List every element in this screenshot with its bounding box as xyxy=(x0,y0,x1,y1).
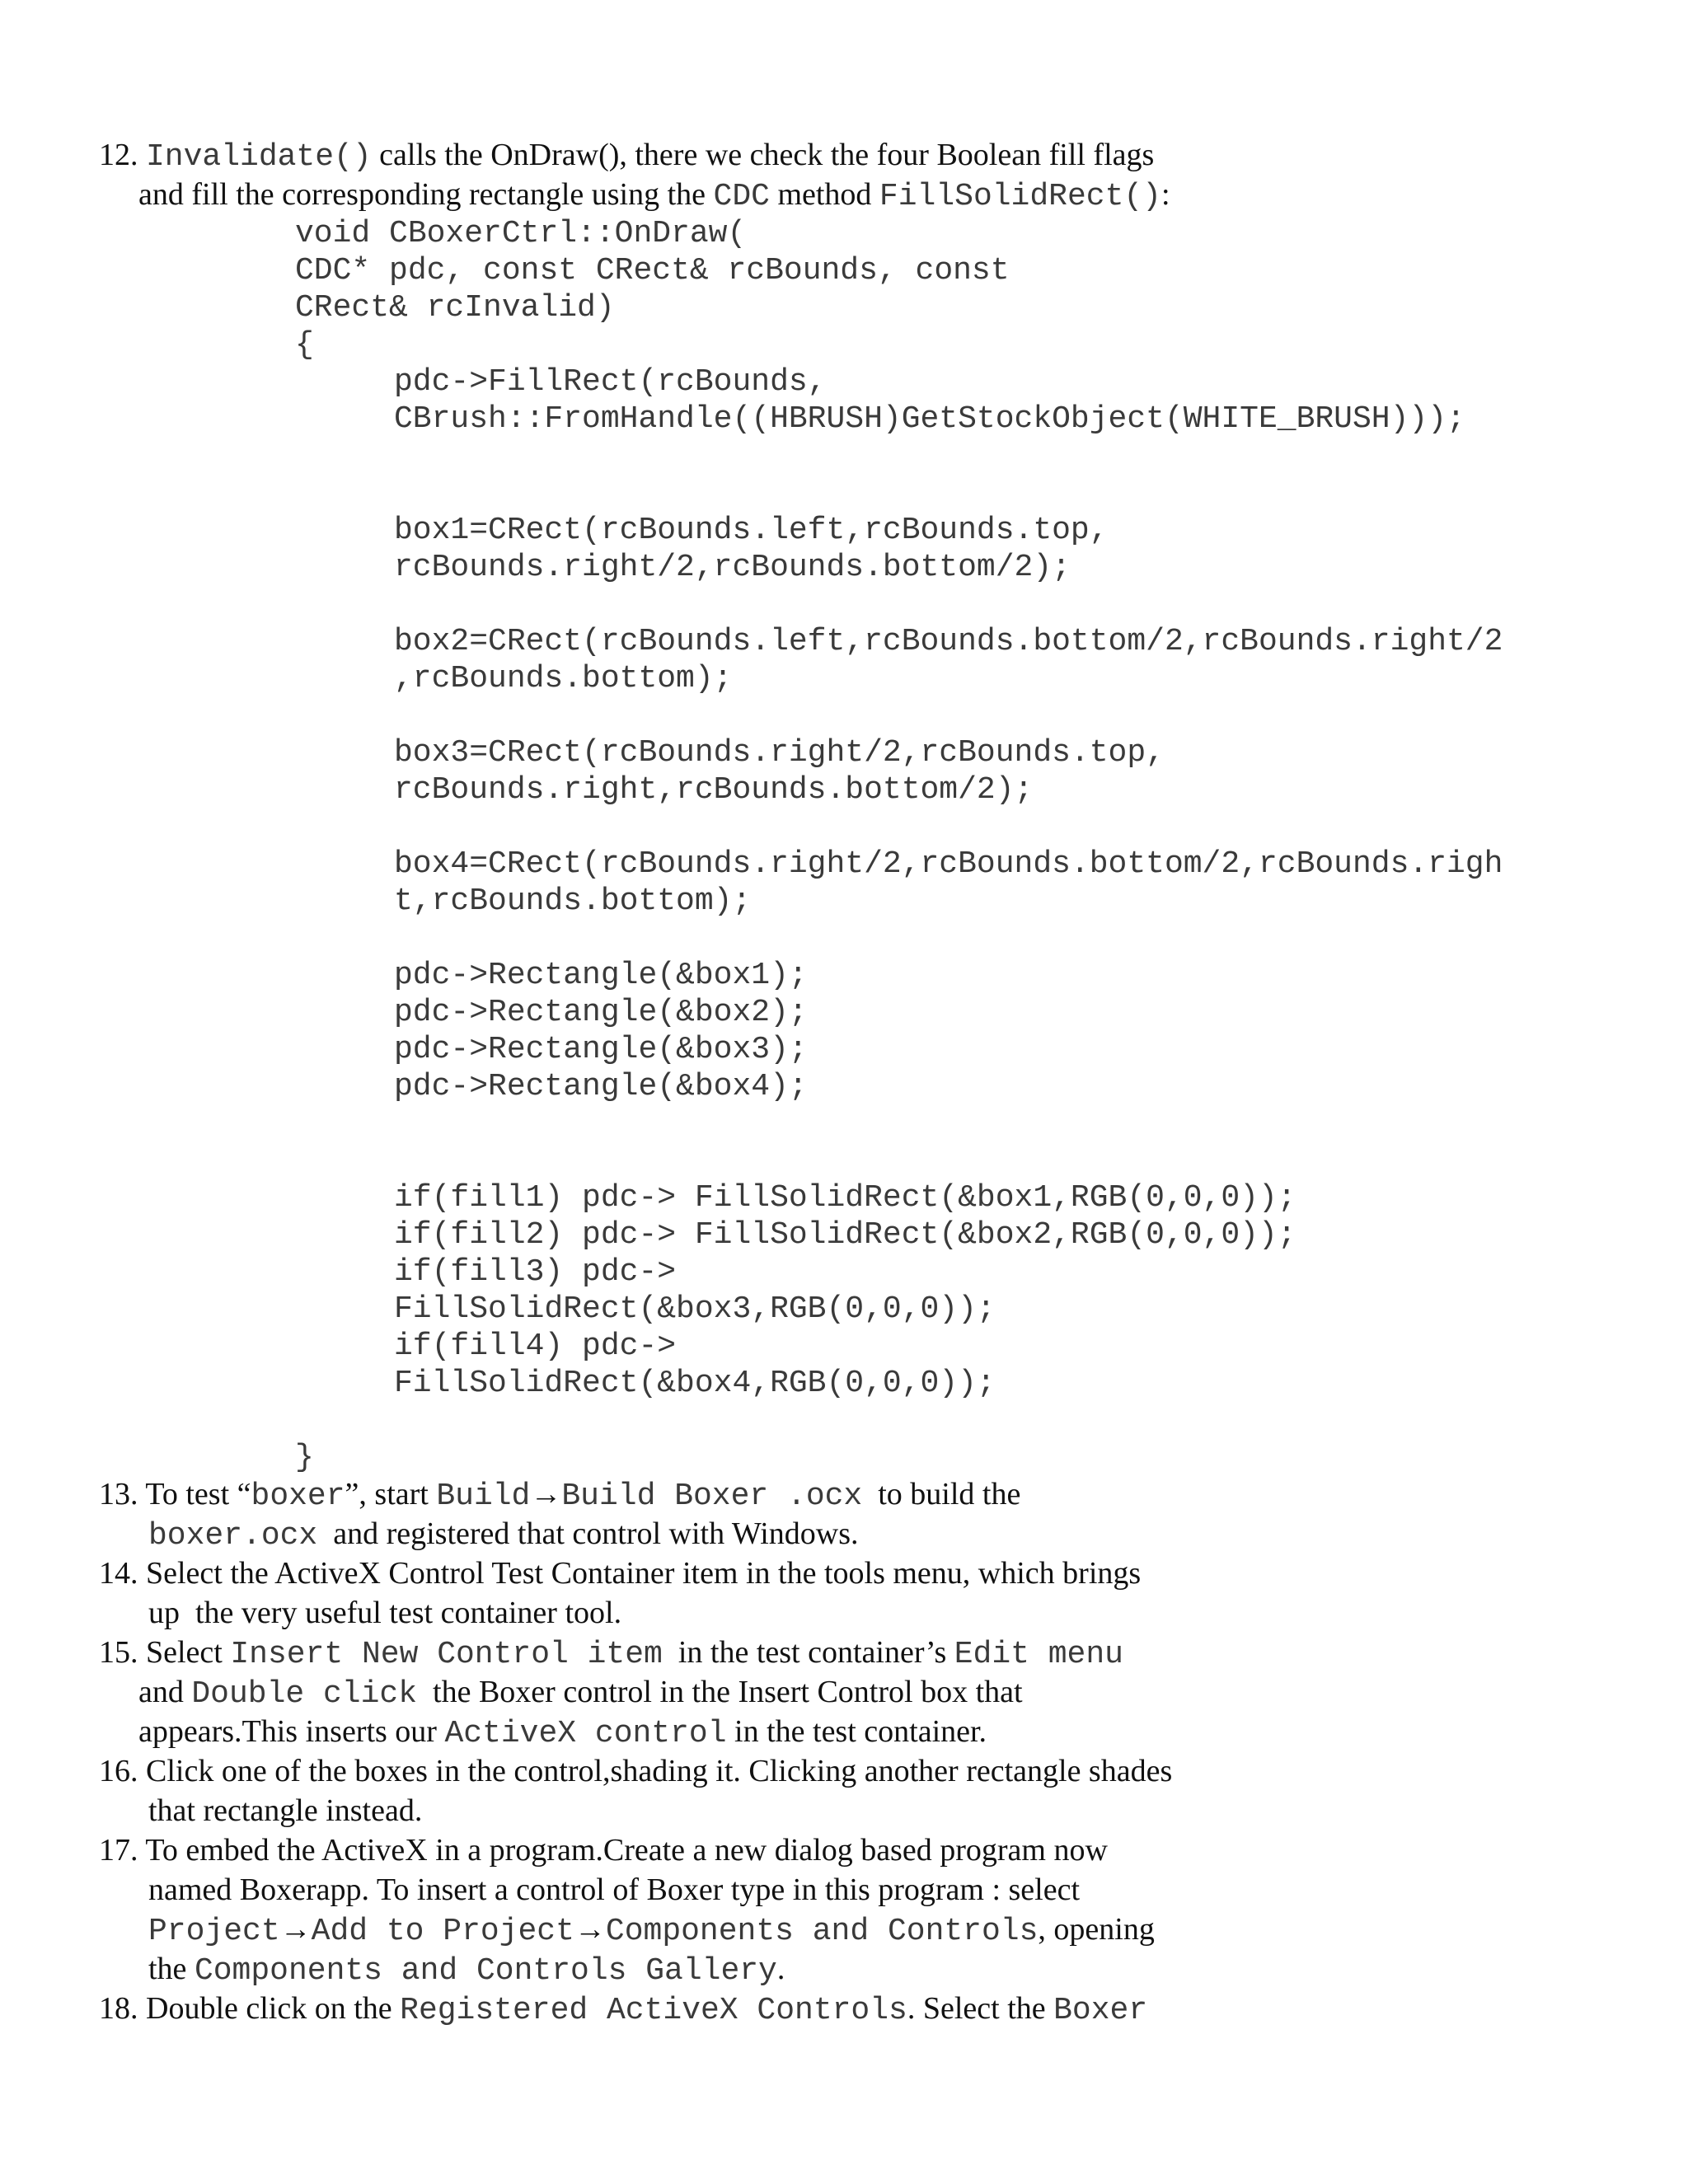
double-click-term: Double click xyxy=(191,1676,418,1712)
item-13-number: 13. xyxy=(99,1477,138,1511)
item-12-text: calls the OnDraw(), there we check the four Boolean fill flags xyxy=(371,138,1155,172)
code-line: void CBoxerCtrl::OnDraw( xyxy=(295,216,747,251)
item-12-line-1 xyxy=(99,135,1154,175)
arrow-icon: → xyxy=(279,1912,312,1947)
components-gallery-term: Components and Controls Gallery xyxy=(194,1953,777,1989)
item-13-text: To test “ xyxy=(138,1477,251,1511)
code-line: ,rcBounds.bottom); xyxy=(394,661,733,696)
item-18-number: 18. xyxy=(99,1991,138,2026)
item-17-line-1 xyxy=(99,1830,1108,1870)
code-line: rcBounds.right,rcBounds.bottom/2); xyxy=(394,772,1034,808)
item-16-line-2 xyxy=(148,1791,422,1830)
item-17-number: 17. xyxy=(99,1833,138,1868)
item-16-number: 16. xyxy=(99,1754,138,1788)
item-12-colon: : xyxy=(1160,177,1170,212)
item-14-number: 14. xyxy=(99,1556,138,1591)
item-15-text-2: in the test container’s xyxy=(662,1635,954,1670)
item-15-line-3 xyxy=(138,1712,987,1751)
code-line: rcBounds.right/2,rcBounds.bottom/2); xyxy=(394,550,1071,585)
item-17-line-3 xyxy=(148,1910,1155,1949)
item-13-text-4: and registered that control with Windows. xyxy=(317,1516,859,1551)
code-line: box3=CRect(rcBounds.right/2,rcBounds.top, xyxy=(394,735,1165,771)
item-15-text-3: and xyxy=(138,1675,192,1709)
code-line: box1=CRect(rcBounds.left,rcBounds.top, xyxy=(394,513,1109,548)
item-12-text-3: method xyxy=(769,177,879,212)
item-17-line-2 xyxy=(148,1870,1080,1910)
item-13-text-3: to build the xyxy=(862,1477,1021,1511)
item-17-period: . xyxy=(776,1952,785,1986)
code-line: FillSolidRect(&box4,RGB(0,0,0)); xyxy=(394,1366,996,1401)
fillsolidrect-term: FillSolidRect() xyxy=(879,179,1161,214)
components-and-controls-term: Components and Controls xyxy=(605,1914,1039,1949)
item-14-line-2 xyxy=(148,1593,621,1633)
cdc-term: CDC xyxy=(713,179,770,214)
item-16-text-2: that rectangle instead. xyxy=(148,1793,423,1828)
code-line: if(fill4) pdc-> xyxy=(394,1329,677,1364)
project-menu-term: Project xyxy=(148,1914,280,1949)
item-13-line-1 xyxy=(99,1474,1020,1514)
arrow-icon: → xyxy=(530,1477,562,1511)
code-line: CRect& rcInvalid) xyxy=(295,290,615,326)
item-15-text: Select xyxy=(138,1635,231,1670)
code-line: CBrush::FromHandle((HBRUSH)GetStockObject(WHITE_BRUSH))); xyxy=(394,401,1465,437)
item-12-number: 12. xyxy=(99,138,138,172)
code-line: CDC* pdc, const CRect& rcBounds, const xyxy=(295,253,1010,288)
boxer-term: boxer xyxy=(251,1479,345,1514)
code-line: if(fill1) pdc-> FillSolidRect(&box1,RGB(0,0,0)); xyxy=(394,1180,1296,1216)
item-13-text-2: ”, start xyxy=(345,1477,437,1511)
item-14-text-2: up the very useful test container tool. xyxy=(148,1596,622,1630)
build-boxer-term: Build Boxer .ocx xyxy=(561,1479,863,1514)
item-18-line-1 xyxy=(99,1989,1147,2028)
add-to-project-term: Add to Project xyxy=(311,1914,574,1949)
item-15-text-6: in the test container. xyxy=(726,1714,987,1749)
registered-activex-controls-term: Registered ActiveX Controls xyxy=(400,1993,907,2028)
item-17-text-4: the xyxy=(148,1952,195,1986)
code-line: FillSolidRect(&box3,RGB(0,0,0)); xyxy=(394,1291,996,1327)
code-line: pdc->Rectangle(&box1); xyxy=(394,958,808,993)
item-15-text-5: appears.This inserts our xyxy=(138,1714,445,1749)
code-line: pdc->Rectangle(&box2); xyxy=(394,995,808,1030)
item-17-text-3: , opening xyxy=(1038,1912,1155,1947)
item-15-text-4: the Boxer control in the Insert Control box that xyxy=(417,1675,1023,1709)
item-16-text: Click one of the boxes in the control,shading it. Clicking another rectangle shades xyxy=(138,1754,1173,1788)
boxer-control-term: Boxer xyxy=(1053,1993,1148,2028)
item-17-line-4 xyxy=(148,1949,785,1989)
edit-menu-term: Edit menu xyxy=(954,1637,1123,1672)
item-14-line-1 xyxy=(99,1554,1141,1593)
item-13-line-2 xyxy=(148,1514,859,1554)
item-15-line-1 xyxy=(99,1633,1123,1672)
insert-new-control-term: Insert New Control item xyxy=(230,1637,663,1672)
code-line: pdc->Rectangle(&box4); xyxy=(394,1069,808,1104)
invalidate-call: Invalidate() xyxy=(146,139,372,175)
code-line: box2=CRect(rcBounds.left,rcBounds.bottom/2,rcBounds.right/2 xyxy=(394,624,1503,659)
code-line: if(fill3) pdc-> xyxy=(394,1254,677,1290)
arrow-icon: → xyxy=(574,1912,606,1947)
item-17-text: To embed the ActiveX in a program.Create a new dialog based program now xyxy=(138,1833,1108,1868)
code-line: box4=CRect(rcBounds.right/2,rcBounds.bottom/2,rcBounds.righ xyxy=(394,846,1503,882)
code-line: } xyxy=(295,1440,314,1475)
item-12-text-2: and fill the corresponding rectangle using the xyxy=(138,177,714,212)
activex-control-term: ActiveX control xyxy=(444,1716,727,1751)
code-line: pdc->FillRect(rcBounds, xyxy=(394,364,827,400)
item-14-text: Select the ActiveX Control Test Container item in the tools menu, which brings xyxy=(138,1556,1142,1591)
item-18-text: Double click on the xyxy=(138,1991,401,2026)
code-line: if(fill2) pdc-> FillSolidRect(&box2,RGB(0,0,0)); xyxy=(394,1217,1296,1253)
item-18-text-2: . Select the xyxy=(907,1991,1054,2026)
item-17-text-2: named Boxerapp. To insert a control of Boxer type in this program : select xyxy=(148,1872,1081,1907)
item-16-line-1 xyxy=(99,1751,1172,1791)
code-line: t,rcBounds.bottom); xyxy=(394,883,752,919)
code-line: pdc->Rectangle(&box3); xyxy=(394,1032,808,1067)
item-12-line-2 xyxy=(138,175,1170,214)
item-15-number: 15. xyxy=(99,1635,138,1670)
code-line: { xyxy=(295,327,314,363)
item-15-line-2 xyxy=(138,1672,1023,1712)
build-menu-term: Build xyxy=(436,1479,531,1514)
boxer-ocx-term: boxer.ocx xyxy=(148,1518,318,1554)
